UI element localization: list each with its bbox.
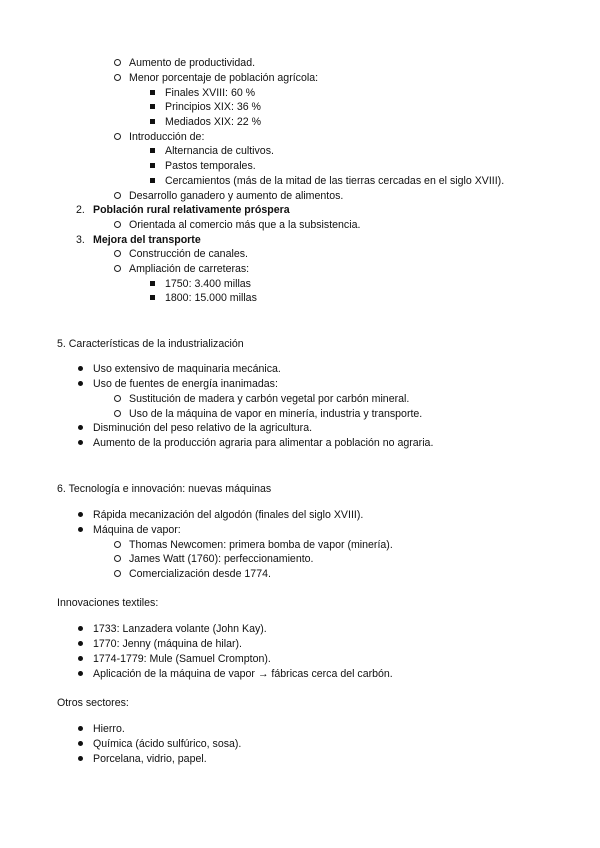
dot-bullet-icon: [74, 722, 86, 736]
list-item-text: 1770: Jenny (máquina de hilar).: [93, 638, 242, 650]
list-item-text: Porcelana, vidrio, papel.: [93, 753, 207, 765]
list-item-text: James Watt (1760): perfeccionamiento.: [129, 553, 314, 565]
dot-bullet-icon: [74, 421, 86, 435]
square-bullet-icon: [146, 174, 158, 188]
circle-bullet-icon: [111, 130, 123, 144]
section-heading: 5. Características de la industrialización: [57, 338, 244, 350]
list-item-text: 1750: 3.400 millas: [165, 278, 251, 290]
list-item-text: Uso extensivo de maquinaria mecánica.: [93, 363, 281, 375]
list-item-text: 1774-1779: Mule (Samuel Crompton).: [93, 653, 271, 665]
list-item-text: Orientada al comercio más que a la subsistencia.: [129, 219, 361, 231]
list-item-text: Población rural relativamente próspera: [93, 204, 290, 216]
list-item-text: Mejora del transporte: [93, 234, 201, 246]
list-item-text: Uso de la máquina de vapor en minería, industria y transporte.: [129, 408, 423, 420]
square-bullet-icon: [146, 100, 158, 114]
list-item-text: Cercamientos (más de la mitad de las tierras cercadas en el siglo XVIII).: [165, 175, 505, 187]
circle-bullet-icon: [111, 218, 123, 232]
list-item-text: Rápida mecanización del algodón (finales del siglo XVIII).: [93, 509, 364, 521]
circle-bullet-icon: [111, 392, 123, 406]
list-number: 2.: [76, 204, 85, 216]
list-item-text: Principios XIX: 36 %: [165, 101, 261, 113]
list-item-text: Mediados XIX: 22 %: [165, 116, 261, 128]
dot-bullet-icon: [74, 637, 86, 651]
list-item-text: Ampliación de carreteras:: [129, 263, 250, 275]
list-item-text: Aumento de productividad.: [129, 57, 256, 69]
list-item-text: Alternancia de cultivos.: [165, 145, 274, 157]
dot-bullet-icon: [74, 667, 86, 681]
dot-bullet-icon: [74, 752, 86, 766]
circle-bullet-icon: [111, 56, 123, 70]
list-item-text: Química (ácido sulfúrico, sosa).: [93, 738, 242, 750]
dot-bullet-icon: [74, 377, 86, 391]
subsection-heading: Innovaciones textiles:: [57, 597, 159, 609]
list-item-text: Thomas Newcomen: primera bomba de vapor (minería).: [129, 539, 393, 551]
list-item-text: Máquina de vapor:: [93, 524, 181, 536]
circle-bullet-icon: [111, 262, 123, 276]
circle-bullet-icon: [111, 407, 123, 421]
dot-bullet-icon: [74, 436, 86, 450]
circle-bullet-icon: [111, 247, 123, 261]
square-bullet-icon: [146, 115, 158, 129]
list-item-text: Hierro.: [93, 723, 125, 735]
dot-bullet-icon: [74, 362, 86, 376]
circle-bullet-icon: [111, 71, 123, 85]
circle-bullet-icon: [111, 552, 123, 566]
list-item-text: Sustitución de madera y carbón vegetal por carbón mineral.: [129, 393, 410, 405]
circle-bullet-icon: [111, 189, 123, 203]
circle-bullet-icon: [111, 538, 123, 552]
list-item-text: Finales XVIII: 60 %: [165, 87, 256, 99]
list-item-text: 1733: Lanzadera volante (John Kay).: [93, 623, 267, 635]
circle-bullet-icon: [111, 567, 123, 581]
list-item-text: Disminución del peso relativo de la agricultura.: [93, 422, 313, 434]
dot-bullet-icon: [74, 523, 86, 537]
list-item-text: Pastos temporales.: [165, 160, 256, 172]
list-item-text: Uso de fuentes de energía inanimadas:: [93, 378, 278, 390]
list-item-text: Desarrollo ganadero y aumento de alimentos.: [129, 190, 344, 202]
dot-bullet-icon: [74, 508, 86, 522]
square-bullet-icon: [146, 144, 158, 158]
square-bullet-icon: [146, 159, 158, 173]
list-item-text: 1800: 15.000 millas: [165, 292, 257, 304]
dot-bullet-icon: [74, 737, 86, 751]
list-item-text: Aplicación de la máquina de vapor → fábricas cerca del carbón.: [93, 668, 393, 680]
list-item-text: Comercialización desde 1774.: [129, 568, 271, 580]
subsection-heading: Otros sectores:: [57, 697, 129, 709]
list-number: 3.: [76, 234, 85, 246]
section-heading: 6. Tecnología e innovación: nuevas máquinas: [57, 483, 272, 495]
square-bullet-icon: [146, 86, 158, 100]
list-item-text: Aumento de la producción agraria para alimentar a población no agraria.: [93, 437, 434, 449]
list-item-text: Menor porcentaje de población agrícola:: [129, 72, 319, 84]
square-bullet-icon: [146, 291, 158, 305]
dot-bullet-icon: [74, 622, 86, 636]
list-item-text: Construcción de canales.: [129, 248, 248, 260]
square-bullet-icon: [146, 277, 158, 291]
dot-bullet-icon: [74, 652, 86, 666]
list-item-text: Introducción de:: [129, 131, 205, 143]
